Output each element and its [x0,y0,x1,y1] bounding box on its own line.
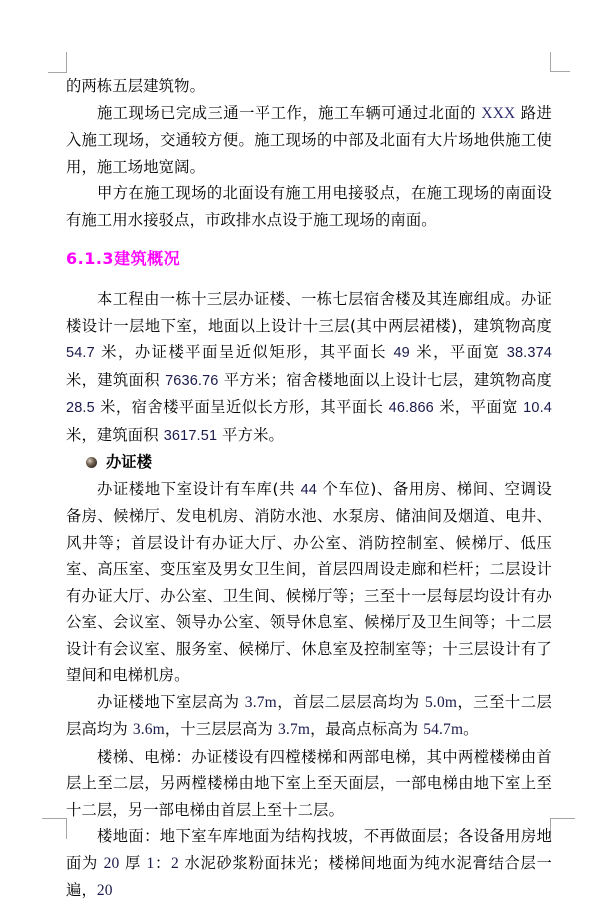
paragraph-floor-heights [66,689,552,744]
value-area: 7636.76 [165,372,219,389]
bullet-label: 办证楼 [106,453,152,471]
value-thickness: 20 [103,854,120,872]
paragraph-utilities [66,180,552,233]
page-corner-mark-bottom-left [42,818,67,839]
value-parking-count: 44 [300,481,318,498]
paragraph-text: 米，建筑面积 [66,425,164,444]
bullet-item [66,449,552,476]
value-floor-height: 3.7m [278,721,311,738]
paragraph-text: 米，宿舍楼平面呈近似长方形，其平面长 [94,398,389,416]
paragraph-text: 厚 [119,853,147,872]
value-area: 3617.51 [163,427,218,444]
paragraph-text: ，三至十二层层高均为 [66,692,552,738]
paragraph-text: 路进入施工现场，交通较方便。施工现场的中部及北面有大片场地供施工使用，施工场地宽阔。 [66,103,552,176]
paragraph-text: ，最高点标高为 [310,720,424,738]
paragraph-text: 楼地面：地下室车库地面为结构找坡，不再做面层；各设备用房地面为 [66,827,552,872]
value-length: 49 [393,345,410,361]
paragraph-text: ，首层二层层高均为 [276,692,426,711]
paragraph-continuation [66,73,552,100]
paragraph-text: 本工程由一栋十三层办证楼、一栋七层宿舍楼及其连廊组成。办证楼设计一层地下室，地面以上设计十三层(其中两层裙楼)，建筑物高度 [66,290,552,335]
page-corner-mark-bottom-right [550,818,575,839]
value-thickness: 20 [96,882,113,899]
paragraph-text: ： [154,853,171,872]
paragraph-text: 水泥砂浆粉面抹光；楼梯间地面为纯水泥膏结合层一遍， [66,853,552,899]
paragraph-text: 。 [463,720,479,738]
document-page [66,73,552,905]
paragraph-text: 平方米；宿舍楼地面以上设计七层，建筑物高度 [218,370,552,389]
paragraph-text: 楼梯、电梯：办证楼设有四樘楼梯和两部电梯，其中两樘楼梯由首层上至二层，另两樘楼梯由地下室上至天面层，一部电梯由地下室上至十二层，另一部电梯由首层上至十二层。 [66,747,552,819]
value-width: 10.4 [523,400,552,416]
paragraph-text: ，十三层层高为 [164,720,279,738]
paragraph-text: 个车位)、备用房、梯间、空调设备房、候梯厅、发电机房、消防水池、水泵房、储油间及烟道、电井、风井等；首层设计有办证大厅、办公室、消防控制室、候梯厅、低压室、高压室、变压室及男女卫生间，首层四周设走廊和栏杆；二层设计有办证大厅、办公室、卫生间、候梯厅等；三至十一层每层均设计有办公室、会议室、领导办公室、领导休息室、候梯厅及卫生间等；十二层设计有会议室、服务室、候梯厅、休息室及控制室等；十三层设计有了望间和电梯机房。 [66,479,552,684]
section-title: 建筑概况 [114,249,181,268]
paragraph-stairs-elevators [66,744,552,824]
page-corner-mark-top-left [48,52,67,73]
paragraph-floor-finish [66,823,552,905]
value-height: 54.7 [66,345,95,361]
paragraph-text: 办证楼地下室设计有车库(共 [97,479,301,498]
paragraph-text: 办证楼地下室层高为 [97,692,245,711]
road-name-placeholder: XXX [481,104,516,122]
paragraph-site-access [66,100,552,181]
value-floor-height: 5.0m [425,693,458,711]
paragraph-text: 甲方在施工现场的北面设有施工用电接驳点，在施工现场的南面设有施工用水接驳点，市政排水点设于施工现场的南面。 [66,184,552,229]
paragraph-building-overview [66,286,552,449]
section-heading [66,246,552,272]
sphere-bullet-icon [86,457,97,468]
paragraph-text: 米，建筑面积 [66,370,166,389]
paragraph-text: 米，办证楼平面呈近似矩形，其平面长 [94,343,394,361]
value-floor-height: 3.7m [244,693,277,711]
paragraph-text: 施工现场已完成三通一平工作，施工车辆可通过北面的 [97,103,482,122]
value-height: 28.5 [66,400,95,416]
paragraph-text: 米，平面宽 [433,398,524,416]
value-ratio: 2 [171,854,179,872]
value-elevation: 54.7m [423,721,464,738]
page-corner-mark-top-right [550,52,570,72]
value-length: 46.866 [388,400,434,416]
paragraph-text: 平方米。 [217,425,284,444]
paragraph-office-rooms [66,476,552,689]
value-ratio: 1 [146,854,155,872]
value-floor-height: 3.6m [132,721,165,738]
paragraph-text: 的两栋五层建筑物。 [66,77,206,95]
value-width: 38.374 [506,345,552,361]
section-number: 6.1.3 [66,249,115,268]
paragraph-text: 米，平面宽 [409,343,507,361]
